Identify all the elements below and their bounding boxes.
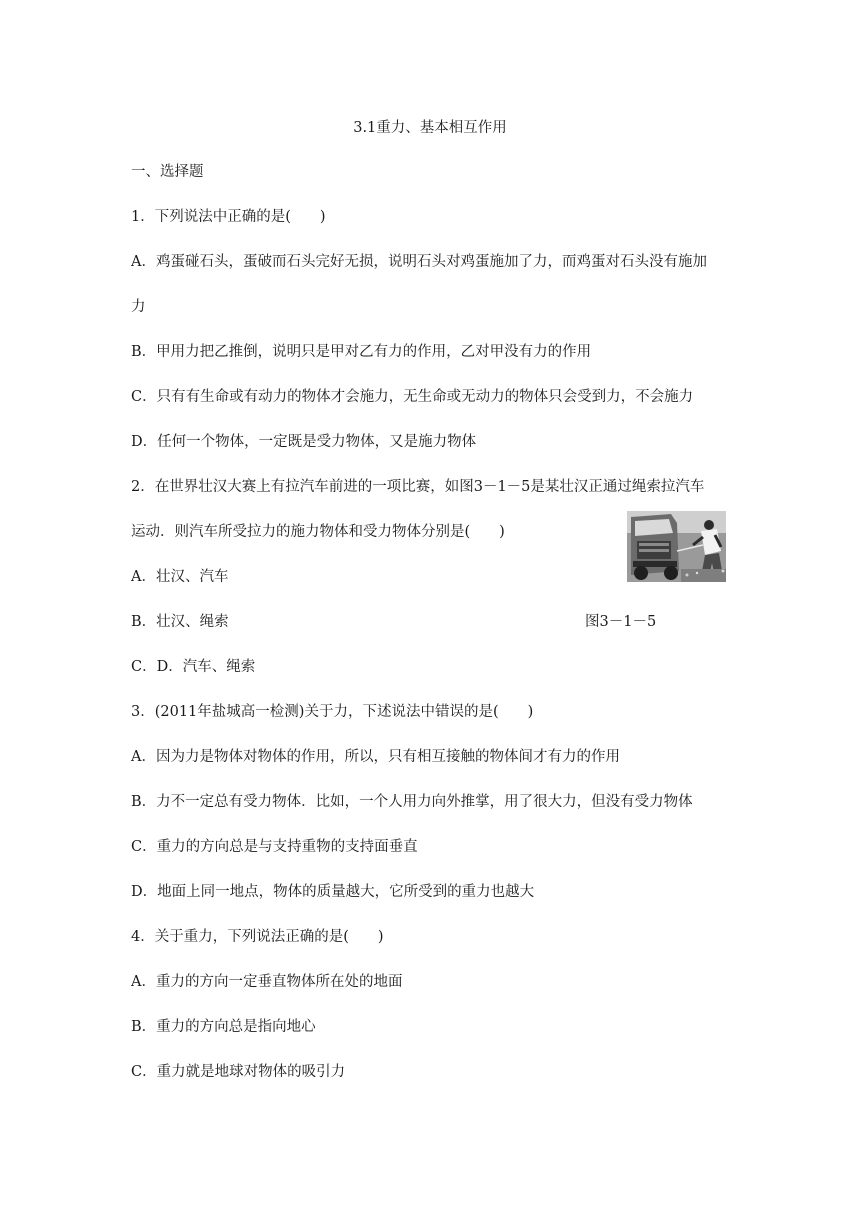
question-1-option-d: D．任何一个物体，一定既是受力物体，又是施力物体 [131, 434, 477, 450]
question-3-option-b: B．力不一定总有受力物体．比如，一个人用力向外推掌，用了很大力，但没有受力物体 [131, 794, 693, 810]
question-3-option-a: A．因为力是物体对物体的作用，所以，只有相互接触的物体间才有力的作用 [131, 749, 620, 765]
question-3-option-d: D．地面上同一地点，物体的质量越大，它所受到的重力也越大 [131, 884, 535, 900]
figure-caption: 图3－1－5 [585, 614, 657, 630]
page-title: 3.1重力、基本相互作用 [353, 120, 507, 136]
question-4-option-a: A．重力的方向一定垂直物体所在处的地面 [131, 974, 403, 990]
question-4-option-c: C．重力就是地球对物体的吸引力 [131, 1064, 346, 1080]
section-heading: 一、选择题 [131, 164, 204, 180]
question-3-stem: 3．(2011年盐城高一检测)关于力，下述说法中错误的是( ) [131, 704, 534, 720]
question-1-stem: 1．下列说法中正确的是( ) [131, 209, 326, 225]
question-4-stem: 4．关于重力，下列说法正确的是( ) [131, 929, 384, 945]
question-2-option-b: B．壮汉、绳索 [131, 614, 229, 630]
question-2-stem: 2．在世界壮汉大赛上有拉汽车前进的一项比赛，如图3－1－5是某壮汉正通过绳索拉汽车 [131, 479, 705, 495]
question-2-stem-cont: 运动．则汽车所受拉力的施力物体和受力物体分别是( ) [131, 524, 505, 540]
question-1-option-c: C．只有有生命或有动力的物体才会施力，无生命或无动力的物体只会受到力，不会施力 [131, 389, 694, 405]
question-1-option-a: A．鸡蛋碰石头，蛋破而石头完好无损，说明石头对鸡蛋施加了力，而鸡蛋对石头没有施加 [131, 254, 707, 270]
question-3-option-c: C．重力的方向总是与支持重物的支持面垂直 [131, 839, 418, 855]
question-2-option-cd: C．D．汽车、绳索 [131, 659, 256, 675]
question-1-option-a-cont: 力 [131, 299, 146, 315]
question-1-option-b: B．甲用力把乙推倒，说明只是甲对乙有力的作用，乙对甲没有力的作用 [131, 344, 592, 360]
truck-pull-photo [627, 511, 726, 582]
question-2-option-a: A．壮汉、汽车 [131, 569, 229, 585]
question-4-option-b: B．重力的方向总是指向地心 [131, 1019, 316, 1035]
